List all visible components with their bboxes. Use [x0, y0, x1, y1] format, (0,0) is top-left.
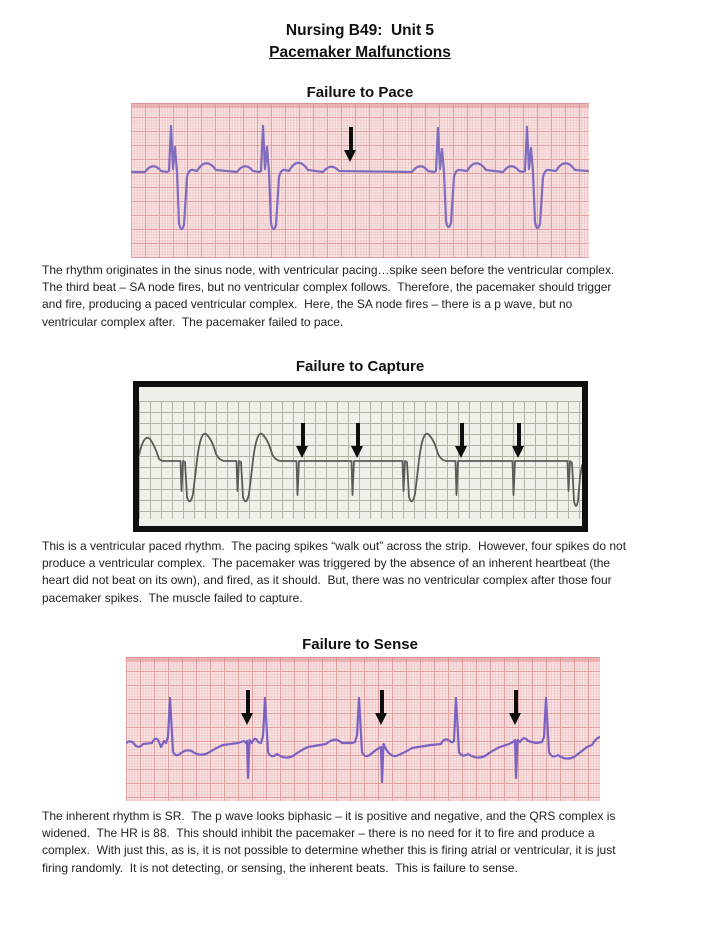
page-title-block: [0, 20, 720, 64]
description-line: The rhythm originates in the sinus node, with ventricular pacing…spike seen before the ventricular complex.: [42, 263, 615, 277]
description-failure-to-sense: [42, 808, 616, 877]
page-title: Nursing B49: Unit 5: [285, 22, 435, 39]
ecg-trace-pace: [131, 103, 589, 258]
down-arrow-icon: [509, 690, 522, 726]
down-arrow-icon: [241, 690, 254, 726]
ecg-strip-failure-to-sense: [126, 657, 600, 801]
description-line: The inherent rhythm is SR. The p wave looks biphasic – it is positive and negative, and the QRS complex is: [42, 809, 616, 823]
down-arrow-icon: [455, 423, 468, 459]
heading-failure-to-capture: Failure to Capture: [295, 358, 425, 375]
description-line: produce a ventricular complex. The pacemaker was triggered by the absence of an inherent heartbeat (the: [42, 556, 611, 571]
description-failure-to-pace: [42, 262, 614, 331]
down-arrow-icon: [375, 690, 388, 726]
description-failure-to-capture: [42, 538, 626, 607]
down-arrow-icon: [344, 127, 357, 163]
ecg-strip-failure-to-capture: [133, 381, 588, 532]
page-subtitle: Pacemaker Malfunctions: [269, 44, 451, 61]
ecg-trace-sense: [126, 657, 600, 801]
description-line: firing randomly. It is not detecting, or sensing, the inherent beats. This is failure to sense.: [42, 860, 518, 875]
description-line: and fire, producing a paced ventricular complex. Here, the SA node fires – there is a p wave, but no: [42, 297, 573, 312]
description-line: ventricular complex after. The pacemaker failed to pace.: [42, 314, 344, 329]
description-line: pacemaker spikes. The muscle failed to capture.: [42, 590, 303, 605]
description-line: The third beat – SA node fires, but no ventricular complex follows. Therefore, the pacemaker should trigger: [42, 280, 612, 295]
description-line: complex. With just this, as is, it is not possible to determine whether this is firing atrial or ventricular, it is just: [42, 843, 616, 858]
down-arrow-icon: [351, 423, 364, 459]
down-arrow-icon: [512, 423, 525, 459]
ecg-strip-failure-to-pace: [131, 103, 589, 258]
description-line: widened. The HR is 88. This should inhibit the pacemaker – there is no need for it to fire and produce a: [42, 826, 595, 841]
down-arrow-icon: [296, 423, 309, 459]
description-line: This is a ventricular paced rhythm. The pacing spikes “walk out” across the strip. However, four spikes do not: [42, 539, 627, 553]
description-line: heart did not beat on its own), and fired, as it should. But, there was no ventricular complex after those four: [42, 573, 612, 588]
heading-failure-to-pace: Failure to Pace: [306, 84, 414, 101]
heading-failure-to-sense: Failure to Sense: [302, 636, 418, 653]
